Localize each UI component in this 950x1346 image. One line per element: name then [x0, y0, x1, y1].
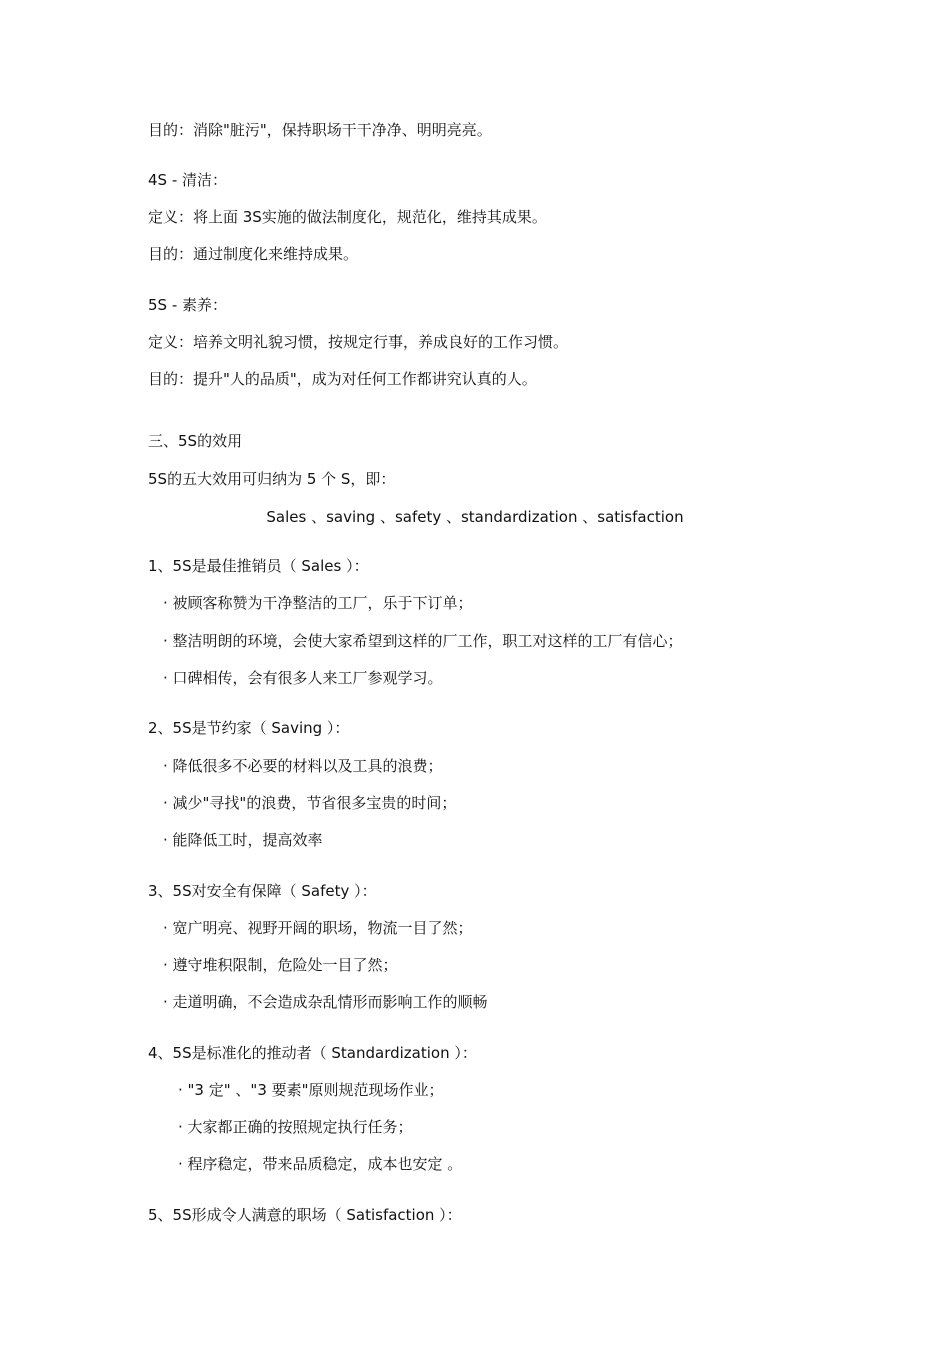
text-line-effects-intro: 5S的五大效用可归纳为 5 个 S，即： — [148, 470, 396, 488]
bullet-item: · 整洁明朗的环境，会使大家希望到这样的厂工作，职工对这样的工厂有信心； — [163, 632, 683, 650]
text-line-five-s-list: Sales 、saving 、safety 、standardization 、satisfaction — [266, 508, 684, 526]
item-heading-saving: 2、5S是节约家（ Saving ）： — [148, 719, 350, 737]
bullet-item: · 大家都正确的按照规定执行任务； — [178, 1118, 413, 1136]
bullet-item: · 宽广明亮、视野开阔的职场，物流一目了然； — [163, 919, 473, 937]
bullet-item: · 遵守堆积限制，危险处一目了然； — [163, 956, 398, 974]
text-line-purpose-5s: 目的：提升"人的品质"，成为对任何工作都讲究认真的人。 — [148, 370, 537, 388]
bullet-item: · 走道明确，不会造成杂乱情形而影响工作的顺畅 — [163, 993, 488, 1011]
item-heading-standardization: 4、5S是标准化的推动者（ Standardization ）： — [148, 1044, 477, 1062]
bullet-item: · 降低很多不必要的材料以及工具的浪费； — [163, 757, 443, 775]
text-line-definition-4s: 定义：将上面 3S实施的做法制度化，规范化，维持其成果。 — [148, 208, 547, 226]
text-line-definition-5s: 定义：培养文明礼貌习惯，按规定行事，养成良好的工作习惯。 — [148, 333, 569, 351]
bullet-item: · 能降低工时，提高效率 — [163, 831, 323, 849]
section-heading-effects: 三、5S的效用 — [148, 432, 243, 450]
heading-5s: 5S - 素养： — [148, 296, 228, 314]
bullet-item: · 减少"寻找"的浪费，节省很多宝贵的时间； — [163, 794, 457, 812]
item-heading-sales: 1、5S是最佳推销员（ Sales ）： — [148, 557, 369, 575]
bullet-item: · 程序稳定，带来品质稳定，成本也安定 。 — [178, 1155, 463, 1173]
bullet-item: · 口碑相传，会有很多人来工厂参观学习。 — [163, 669, 443, 687]
heading-4s: 4S - 清洁： — [148, 171, 228, 189]
item-heading-satisfaction: 5、5S形成令人满意的职场（ Satisfaction ）： — [148, 1206, 462, 1224]
text-line-purpose-4s: 目的：通过制度化来维持成果。 — [148, 245, 359, 263]
bullet-item: · 被顾客称赞为干净整洁的工厂，乐于下订单； — [163, 594, 473, 612]
item-heading-safety: 3、5S对安全有保障（ Safety ）： — [148, 882, 377, 900]
bullet-item: · "3 定" 、"3 要素"原则规范现场作业； — [178, 1081, 444, 1099]
text-line-purpose-clean: 目的：消除"脏污"，保持职场干干净净、明明亮亮。 — [148, 121, 492, 139]
